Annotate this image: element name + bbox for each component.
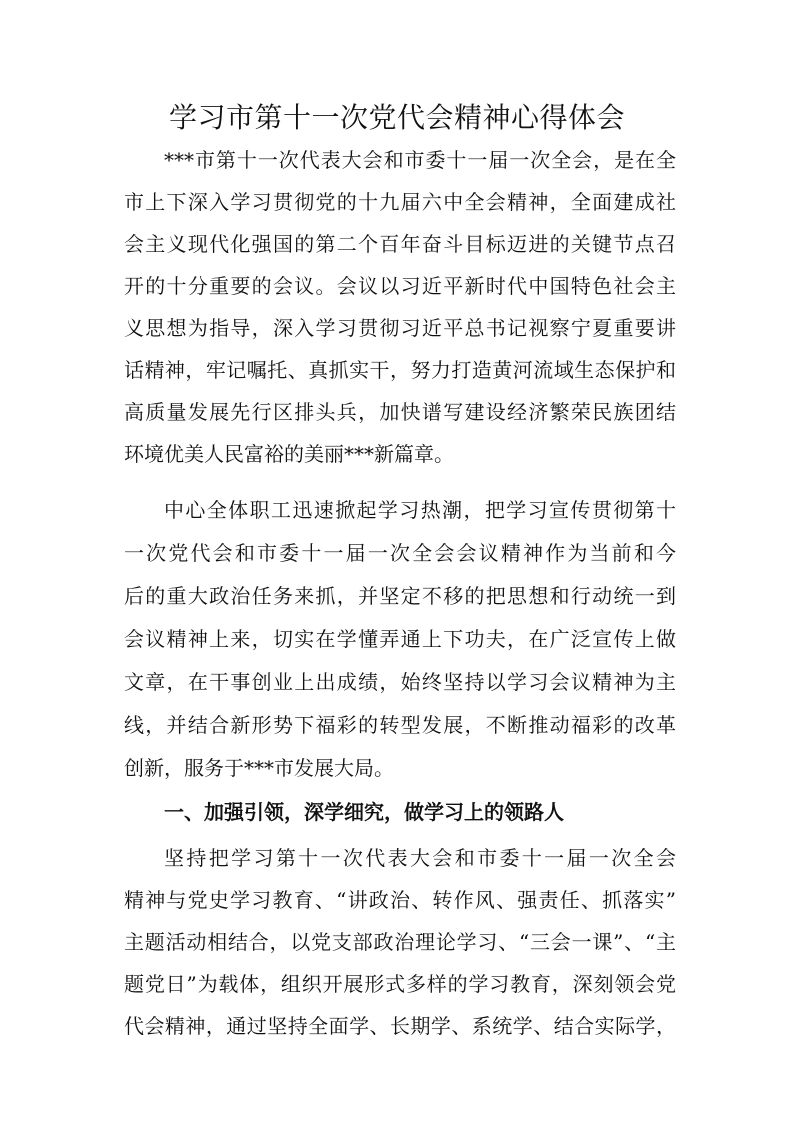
paragraph-2-line: 一次党代会和市委十一届一次全会会议精神作为当前和今 <box>124 541 676 565</box>
paragraph-3-line: 坚持把学习第十一次代表大会和市委十一届一次全会 <box>164 846 676 870</box>
paragraph-2-line: 会议精神上来，切实在学懂弄通上下功夫，在广泛宣传上做 <box>124 627 676 651</box>
paragraph-1-line: 环境优美人民富裕的美丽***新篇章。 <box>124 442 454 466</box>
paragraph-3-line: 题党日”为载体，组织开展形式多样的学习教育，深刻领会党 <box>124 972 676 996</box>
paragraph-3-line: 代会精神，通过坚持全面学、长期学、系统学、结合实际学， <box>124 1014 676 1038</box>
paragraph-3-line: 精神与党史学习教育、“讲政治、转作风、强责任、抓落实” <box>124 888 676 912</box>
paragraph-2-line: 中心全体职工迅速掀起学习热潮，把学习宣传贯彻第十 <box>164 498 676 522</box>
paragraph-1-line: ***市第十一次代表大会和市委十一届一次全会，是在全 <box>164 148 676 172</box>
paragraph-3-line: 主题活动相结合，以党支部政治理论学习、“三会一课”、“主 <box>124 930 676 954</box>
paragraph-2-line: 线，并结合新形势下福彩的转型发展，不断推动福彩的改革 <box>124 713 676 737</box>
paragraph-1-line: 话精神，牢记嘱托、真抓实干，努力打造黄河流域生态保护和 <box>124 358 676 382</box>
paragraph-2-line: 创新，服务于***市发展大局。 <box>124 756 394 780</box>
paragraph-1-line: 高质量发展先行区排头兵，加快谱写建设经济繁荣民族团结 <box>124 400 676 424</box>
paragraph-1-line: 市上下深入学习贯彻党的十九届六中全会精神，全面建成社 <box>124 190 676 214</box>
paragraph-2-line: 文章，在干事创业上出成绩，始终坚持以学习会议精神为主 <box>124 670 676 694</box>
document-title: 学习市第十一次党代会精神心得体会 <box>168 101 625 134</box>
paragraph-1-line: 会主义现代化强国的第二个百年奋斗目标迈进的关键节点召 <box>124 232 676 256</box>
paragraph-1-line: 义思想为指导，深入学习贯彻习近平总书记视察宁夏重要讲 <box>124 316 676 340</box>
paragraph-1-line: 开的十分重要的会议。会议以习近平新时代中国特色社会主 <box>124 274 676 298</box>
paragraph-2-line: 后的重大政治任务来抓，并坚定不移的把思想和行动统一到 <box>124 584 676 608</box>
section-heading-1: 一、加强引领，深学细究，做学习上的领路人 <box>164 800 564 824</box>
